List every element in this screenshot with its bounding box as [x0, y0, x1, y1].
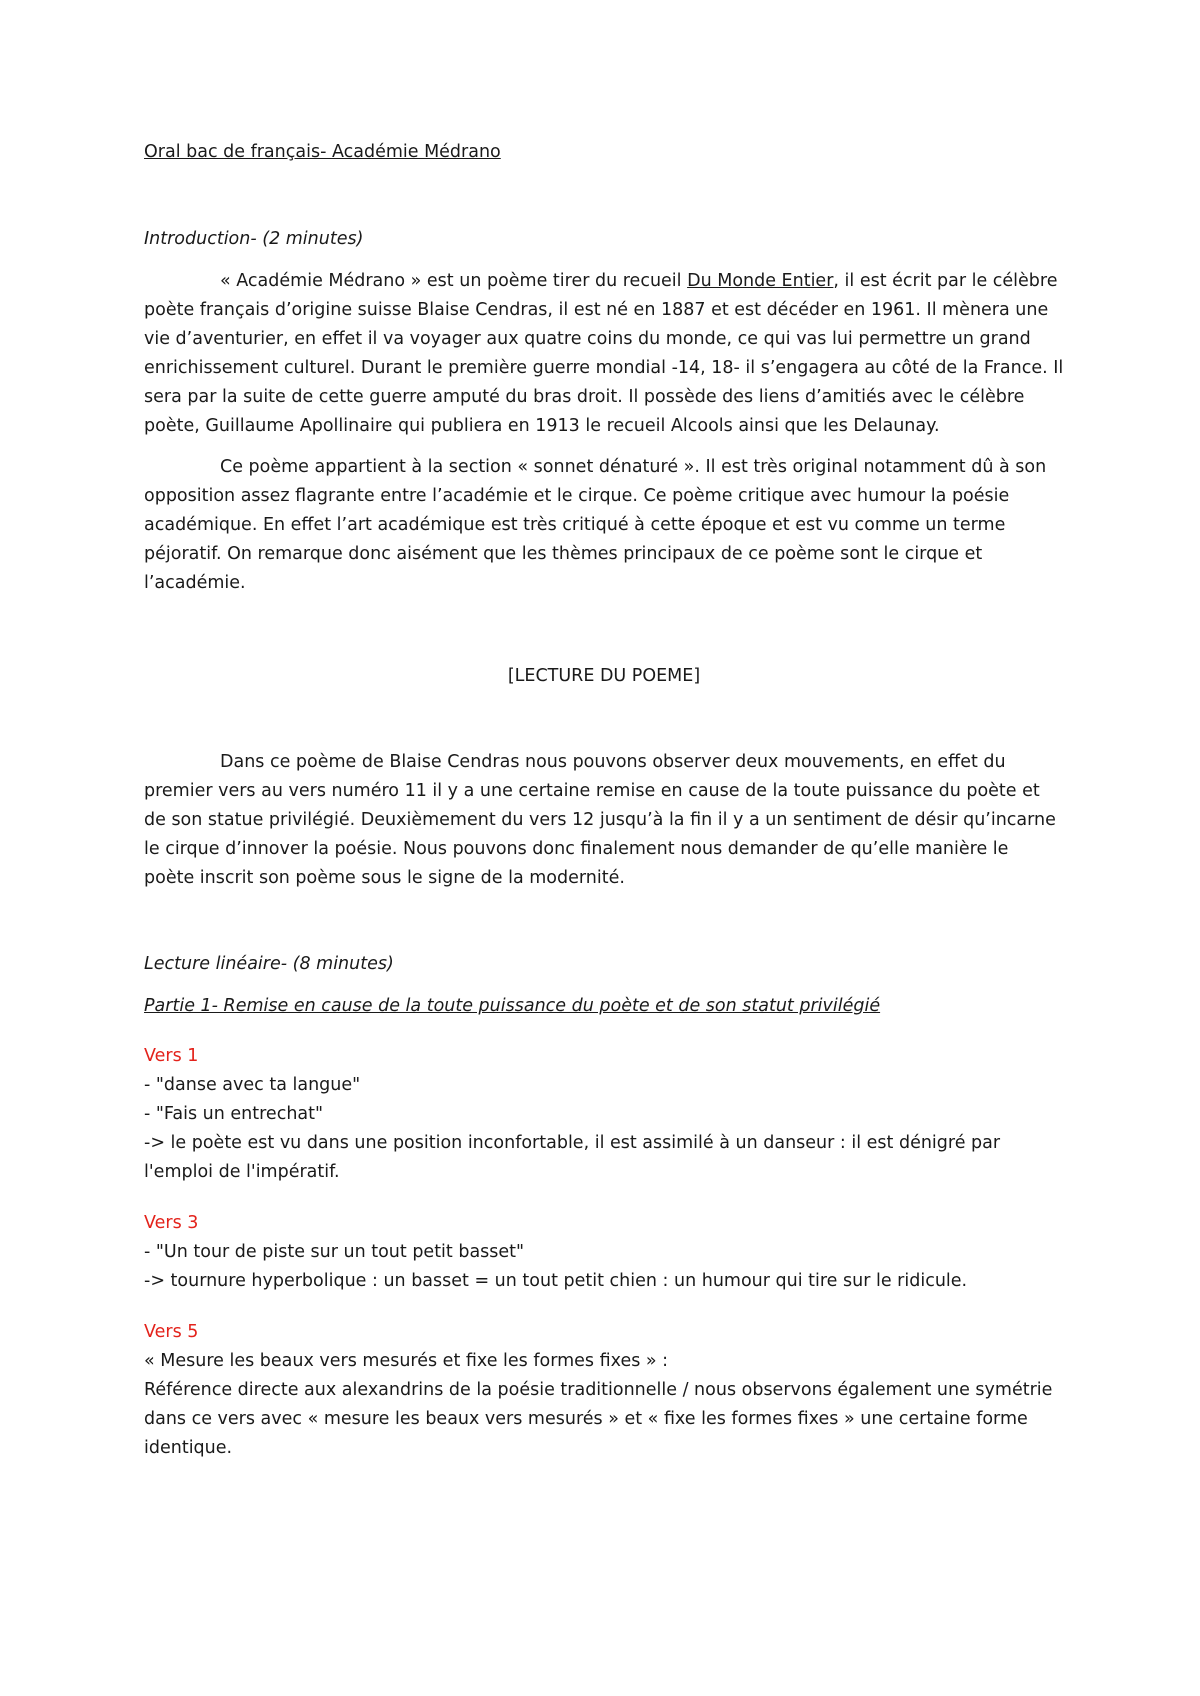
vers5-line1: « Mesure les beaux vers mesurés et fixe les formes fixes » : — [144, 1351, 669, 1371]
vers5-line2: Référence directe aux alexandrins de la poésie traditionnelle / nous observons également une symétrie dans ce vers avec « mesure les beaux vers mesurés » et « fixe les formes fixes » une certaine forme identique. — [144, 1380, 1053, 1458]
vers3-section — [144, 1209, 1064, 1296]
vers1-line1: - "danse avec ta langue" — [144, 1075, 361, 1095]
movements-paragraph: Dans ce poème de Blaise Cendras nous pouvons observer deux mouvements, en effet du premier vers au vers numéro 11 il y a une certaine remise en cause de la toute puissance du poète et de son statue privilégié. Deuxièmement du vers 12 jusqu’à la fin il y a un sentiment de désir qu’incarne le cirque d’innover la poésie. Nous pouvons donc finalement nous demander de qu’elle manière le poète inscrit son poème sous le signe de la modernité. — [144, 752, 1056, 888]
vers3-label: Vers 3 — [144, 1213, 199, 1233]
vers3-line1: - "Un tour de piste sur un tout petit basset" — [144, 1242, 525, 1262]
vers1-section — [144, 1042, 1064, 1187]
vers1-line3: -> le poète est vu dans une position inconfortable, il est assimilé à un danseur : il est dénigré par l'emploi de l'impératif. — [144, 1133, 1001, 1182]
vers1-label: Vers 1 — [144, 1046, 199, 1066]
intro-paragraph-2: Ce poème appartient à la section « sonnet dénaturé ». Il est très original notamment dû à son opposition assez flagrante entre l’académie et le cirque. Ce poème critique avec humour la poésie académique. En effet l’art académique est très critiqué à cette époque et est vu comme un terme péjoratif. On remarque donc aisément que les thèmes principaux de ce poème sont le cirque et l’académie. — [144, 457, 1047, 593]
linear-reading-heading: Lecture linéaire- (8 minutes) — [144, 954, 394, 974]
document-title: Oral bac de français- Académie Médrano — [144, 142, 501, 162]
vers5-label: Vers 5 — [144, 1322, 199, 1342]
book-title: Du Monde Entier — [687, 271, 834, 291]
reading-marker: [LECTURE DU POEME] — [507, 666, 701, 686]
intro-p1-after: , il est écrit par le célèbre poète français d’origine suisse Blaise Cendras, il est né en 1887 et est décéder en 1961. Il mènera une vie d’aventurier, en effet il va voyager aux quatre coins du monde, ce qui vas lui permettre un grand enrichissement culturel. Durant le première guerre mondial -14, 18- il s’engagera au côté de la France. Il sera par la suite de cette guerre amputé du bras droit. Il possède des liens d’amitiés avec le célèbre poète, Guillaume Apollinaire qui publiera en 1913 le recueil Alcools ainsi que les Delaunay. — [144, 271, 1064, 436]
vers1-line2: - "Fais un entrechat" — [144, 1104, 324, 1124]
part1-heading: Partie 1- Remise en cause de la toute puissance du poète et de son statut privilégié — [144, 996, 881, 1016]
intro-paragraph-1 — [144, 267, 1064, 441]
vers5-section — [144, 1318, 1064, 1463]
intro-heading: Introduction- (2 minutes) — [144, 229, 364, 249]
vers3-line2: -> tournure hyperbolique : un basset = un tout petit chien : un humour qui tire sur le ridicule. — [144, 1271, 968, 1291]
intro-p1-before: « Académie Médrano » est un poème tirer du recueil — [220, 271, 688, 291]
document-body — [144, 138, 1064, 1463]
